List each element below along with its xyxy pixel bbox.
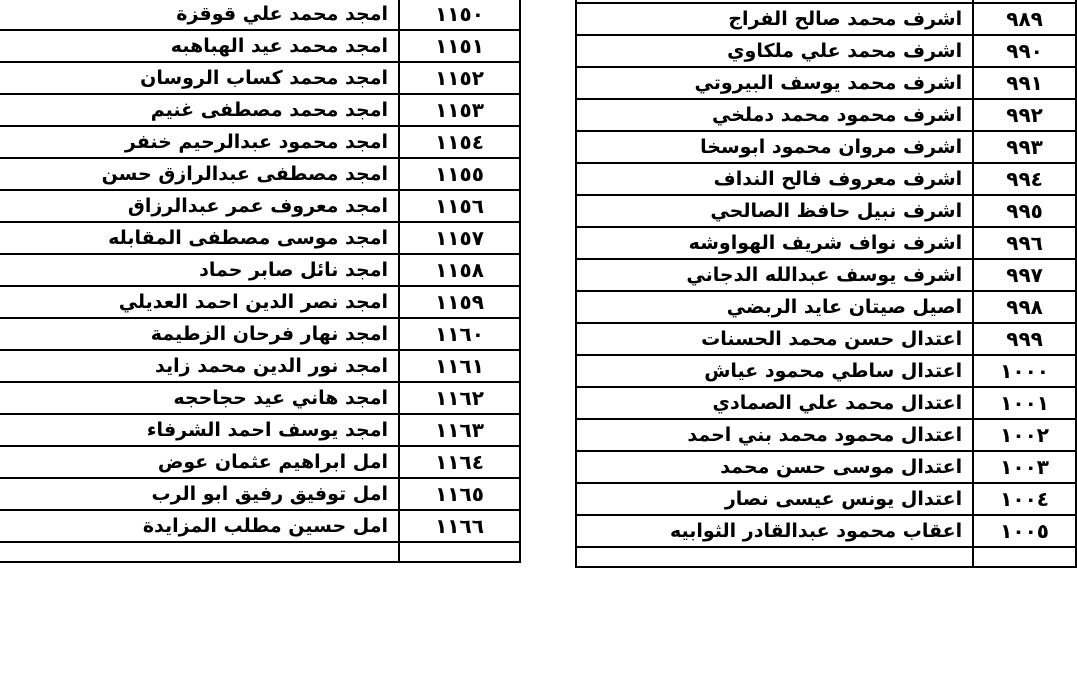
name-cell: اعتدال ساطي محمود عياش [576,355,973,387]
number-cell [973,547,1076,567]
name-cell: اعتدال محمد علي الصمادي [576,387,973,419]
table-row [0,190,520,222]
table-row [576,35,1076,67]
table-row [576,195,1076,227]
number-cell: ١٠٠٣ [973,451,1076,483]
name-cell: امجد نهار فرحان الزطيمة [0,318,399,350]
number-cell: ١٠٠٠ [973,355,1076,387]
table-row [576,163,1076,195]
table-row-partial [576,547,1076,567]
number-cell: ١١٦٠ [399,318,520,350]
number-cell: ١١٥٩ [399,286,520,318]
table-row-partial [0,542,520,562]
name-cell: امجد معروف عمر عبدالرزاق [0,190,399,222]
number-cell: ١١٦٥ [399,478,520,510]
name-cell: امجد محمد علي قوقزة [0,0,399,30]
table-row [0,478,520,510]
number-cell: ١١٥١ [399,30,520,62]
table-row [0,222,520,254]
number-cell: ١١٦٣ [399,414,520,446]
number-cell: ١١٦٤ [399,446,520,478]
number-cell: ١١٦٢ [399,382,520,414]
number-cell: ٩٩٢ [973,99,1076,131]
name-cell: اشرف محمد علي ملكاوي [576,35,973,67]
name-cell: اعتدال محمود محمد بني احمد [576,419,973,451]
number-cell: ٩٩٥ [973,195,1076,227]
table-row [576,515,1076,547]
name-cell: امجد مصطفى عبدالرازق حسن [0,158,399,190]
left-table-body [0,0,520,562]
name-cell: اعتدال حسن محمد الحسنات [576,323,973,355]
name-cell: اشرف محمد صالح الفراج [576,3,973,35]
number-cell: ٩٩٣ [973,131,1076,163]
name-cell [0,542,399,562]
table-row [576,355,1076,387]
table-row [576,419,1076,451]
name-cell: اعتدال يونس عيسى نصار [576,483,973,515]
number-cell: ١٠٠٤ [973,483,1076,515]
number-cell: ٩٩١ [973,67,1076,99]
table-row [0,510,520,542]
table-row [0,350,520,382]
table-row [0,414,520,446]
number-cell: ٩٩٦ [973,227,1076,259]
number-cell: ١٠٠٢ [973,419,1076,451]
number-cell: ٩٩٧ [973,259,1076,291]
number-cell: ١٠٠١ [973,387,1076,419]
name-cell: امل ابراهيم عثمان عوض [0,446,399,478]
table-row [0,0,520,30]
name-cell: امجد نور الدين محمد زايد [0,350,399,382]
number-cell: ١١٥٧ [399,222,520,254]
name-cell: اشرف محمود محمد دملخي [576,99,973,131]
table-row [0,126,520,158]
name-cell: امجد محمود عبدالرحيم خنفر [0,126,399,158]
number-cell: ١٠٠٥ [973,515,1076,547]
name-cell: امجد هاني عيد حجاحجه [0,382,399,414]
number-cell [399,542,520,562]
table-row [0,94,520,126]
number-cell: ١١٥٨ [399,254,520,286]
right-names-table [575,0,1077,568]
number-cell: ٩٨٩ [973,3,1076,35]
table-row [576,227,1076,259]
name-cell: اشرف معروف فالح النداف [576,163,973,195]
table-row [576,291,1076,323]
table-row [576,387,1076,419]
name-cell: امجد محمد كساب الروسان [0,62,399,94]
name-cell: اشرف نواف شريف الهواوشه [576,227,973,259]
number-cell: ٩٩٨ [973,291,1076,323]
table-row [576,67,1076,99]
number-cell: ١١٥٣ [399,94,520,126]
table-row [0,62,520,94]
number-cell: ١١٥٦ [399,190,520,222]
name-cell: اعتدال موسى حسن محمد [576,451,973,483]
number-cell: ١١٦٦ [399,510,520,542]
table-row [0,30,520,62]
table-row [576,3,1076,35]
number-cell: ١١٥٥ [399,158,520,190]
name-cell: امجد محمد عيد الهباهبه [0,30,399,62]
number-cell: ٩٩٩ [973,323,1076,355]
table-row [0,318,520,350]
name-cell: اعقاب محمود عبدالقادر الثوابيه [576,515,973,547]
table-row [576,323,1076,355]
number-cell: ٩٩٠ [973,35,1076,67]
name-cell: اشرف يوسف عبدالله الدجاني [576,259,973,291]
table-row [0,254,520,286]
number-cell: ١١٥٤ [399,126,520,158]
table-row [576,451,1076,483]
name-cell: امجد نصر الدين احمد العديلي [0,286,399,318]
number-cell: ١١٥٢ [399,62,520,94]
table-row [0,382,520,414]
name-cell: امجد نائل صابر حماد [0,254,399,286]
name-cell: اشرف نبيل حافظ الصالحي [576,195,973,227]
number-cell: ٩٩٤ [973,163,1076,195]
number-cell: ١١٥٠ [399,0,520,30]
left-names-table [0,0,521,563]
name-cell: امجد محمد مصطفى غنيم [0,94,399,126]
name-cell: امجد يوسف احمد الشرفاء [0,414,399,446]
name-cell: امجد موسى مصطفى المقابله [0,222,399,254]
table-row [0,158,520,190]
table-row [576,259,1076,291]
table-row [0,286,520,318]
name-cell: اصيل صيتان عايد الربضي [576,291,973,323]
table-row [576,483,1076,515]
name-cell: اشرف محمد يوسف البيروتي [576,67,973,99]
right-table-body [576,0,1076,567]
table-row [0,446,520,478]
table-row [576,131,1076,163]
name-cell: امل حسين مطلب المزايدة [0,510,399,542]
name-cell: امل توفيق رفيق ابو الرب [0,478,399,510]
number-cell: ١١٦١ [399,350,520,382]
name-cell: اشرف مروان محمود ابوسخا [576,131,973,163]
table-row [576,99,1076,131]
name-cell [576,547,973,567]
